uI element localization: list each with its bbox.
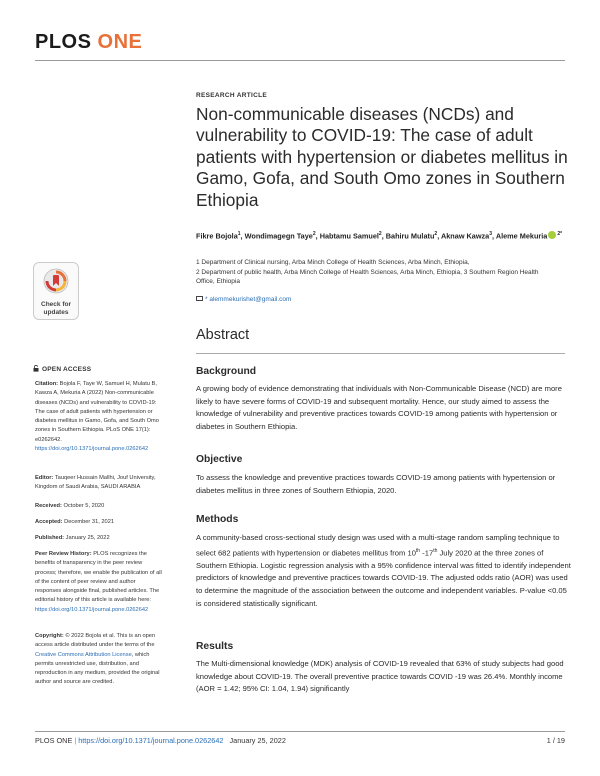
footer: PLOS ONE | https://doi.org/10.1371/journal.pone.0262642 January 25, 2022 [35, 736, 286, 745]
license-link[interactable]: Creative Commons Attribution License [35, 651, 132, 658]
footer-divider [35, 731, 565, 732]
check-updates-line1: Check for [41, 301, 71, 308]
background-heading: Background [196, 366, 257, 377]
check-updates-icon [43, 268, 69, 294]
check-for-updates-button[interactable] [33, 262, 79, 320]
citation-block: Citation: Bojola F, Taye W, Samuel H, Mulatu B, Kawza A, Mekuria A (2022) Non-communicable diseases (NCDs) and vulnerability to COVID-19: The case of adult patients with hypertension or diabetes mellitus in Gamo, Gofa, and South Omo zones in Southern Ethiopia. PLoS ONE 17(1): e0262642. https://doi.org/10.1371/journal.pone.0262642 [35, 381, 159, 453]
open-access-label: OPEN ACCESS [33, 365, 91, 373]
citation-doi-link[interactable]: https://doi.org/10.1371/journal.pone.0262642 [35, 446, 149, 453]
author[interactable]: Bahiru Mulatu [385, 231, 435, 241]
abstract-divider [196, 353, 565, 354]
author-list: Fikre Bojola$^1$, Wondimagegn Taye$^2$, Habtamu Samuel$^2$, Bahiru Mulatu$^2$, Aknaw Kawza$^3$, Aleme Mekuria $^{2*}$ [196, 231, 563, 241]
page-number: 1 / 19 [546, 736, 565, 745]
results-text: The Multi-dimensional knowledge (MDK) analysis of COVID-19 revealed that 63% of study subjects had good knowledge about COVID-19. The overall preventive practice towards COVID -19 was 26.4%. Monthly income (AOR = 1.42; 95% CI: 1.04, 1.94) significantly [196, 659, 564, 694]
orcid-icon[interactable] [548, 231, 556, 239]
published-date: Published: January 25, 2022 [35, 535, 110, 541]
methods-text: A community-based cross-sectional study design was used with a multi-stage random sampling technique to select 682 patients with hypertension or diabetes mellitus from 10th -17th July 2020 at the three zones of Southern Ethiopia. Logistic regression analysis with a 95% confidence interval was fitted to identify independent predictors of knowledge and preventive practices towards COVID-19. The adjusted odds ratio (AOR) was used to determine the magnitude of the association between the outcome and independent variables. P-value <0.05 is considered statistically significant. [196, 533, 571, 608]
affiliations: 1 Department of Clinical nursing, Arba Minch College of Health Sciences, Arba Minch, Ethiopia, 2 Department of public health, Arba Minch College of Health Sciences, Arba Minch, Ethiopia, 3 Southern Region Health Office, Ethiopia [196, 259, 539, 285]
header-divider [35, 60, 565, 61]
footer-doi-link[interactable]: https://doi.org/10.1371/journal.pone.0262642 [78, 736, 224, 745]
author[interactable]: Wondimagegn Taye [244, 231, 313, 241]
editor-block: Editor: Tauqeer Hussain Mallhi, Jouf University, Kingdom of Saudi Arabia, SAUDI ARABIA [35, 475, 156, 491]
accepted-date: Accepted: December 31, 2021 [35, 519, 115, 525]
footer-journal: PLOS ONE [35, 736, 73, 745]
logo-one: ONE [97, 31, 143, 53]
check-updates-line2: updates [43, 308, 69, 316]
author[interactable]: Habtamu Samuel [319, 231, 379, 241]
footer-date: January 25, 2022 [229, 736, 286, 745]
envelope-icon [196, 296, 203, 301]
article-title: Non-communicable diseases (NCDs) and vulnerability to COVID-19: The case of adult patients with hypertension or diabetes mellitus in Gamo, Gofa, and South Omo zones in Southern Ethiopia [196, 104, 568, 210]
corresponding-email[interactable]: * alemmekurishet@gmail.com [196, 296, 291, 303]
objective-text: To assess the knowledge and preventive practices towards COVID-19 among patients with hypertension or diabetes mellitus in three zones of Southern Ethiopia, 2020. [196, 473, 556, 495]
journal-logo[interactable] [35, 31, 142, 54]
peer-review-block: Peer Review History: PLOS recognizes the benefits of transparency in the peer review process; therefore, we enable the publication of all of the content of peer review and author responses alongside final, published articles. The editorial history of this article is available here: https://doi.org/10.1371/journal.pone.0262642 [35, 551, 162, 613]
copyright-block: Copyright: © 2022 Bojola et al. This is an open access article distributed under the terms of the Creative Commons Attribution License, which permits unrestricted use, distribution, and reproduction in any medium, provided the original author and source are credited. [35, 633, 160, 686]
results-heading: Results [196, 641, 234, 652]
logo-plos: PLOS [35, 31, 92, 53]
abstract-heading: Abstract [196, 327, 250, 343]
author[interactable]: Aleme Mekuria [495, 231, 548, 241]
article-type: RESEARCH ARTICLE [196, 92, 268, 99]
author[interactable]: Fikre Bojola [196, 231, 238, 241]
methods-heading: Methods [196, 514, 239, 525]
open-lock-icon [33, 365, 39, 372]
background-text: A growing body of evidence demonstrating that individuals with Non-Communicable Disease (NCD) are more likely to have severe forms of COVID-19 and subsequent mortality. Hence, our study aimed to assess the knowledge of vulnerability and preventive practices towards COVID-19 among patients with hypertension or diabetes in Southern Ethiopia. [196, 384, 562, 431]
objective-heading: Objective [196, 454, 243, 465]
peer-review-doi-link[interactable]: https://doi.org/10.1371/journal.pone.0262642 [35, 606, 149, 613]
received-date: Received: October 5, 2020 [35, 503, 105, 509]
author[interactable]: Aknaw Kawza [440, 231, 490, 241]
